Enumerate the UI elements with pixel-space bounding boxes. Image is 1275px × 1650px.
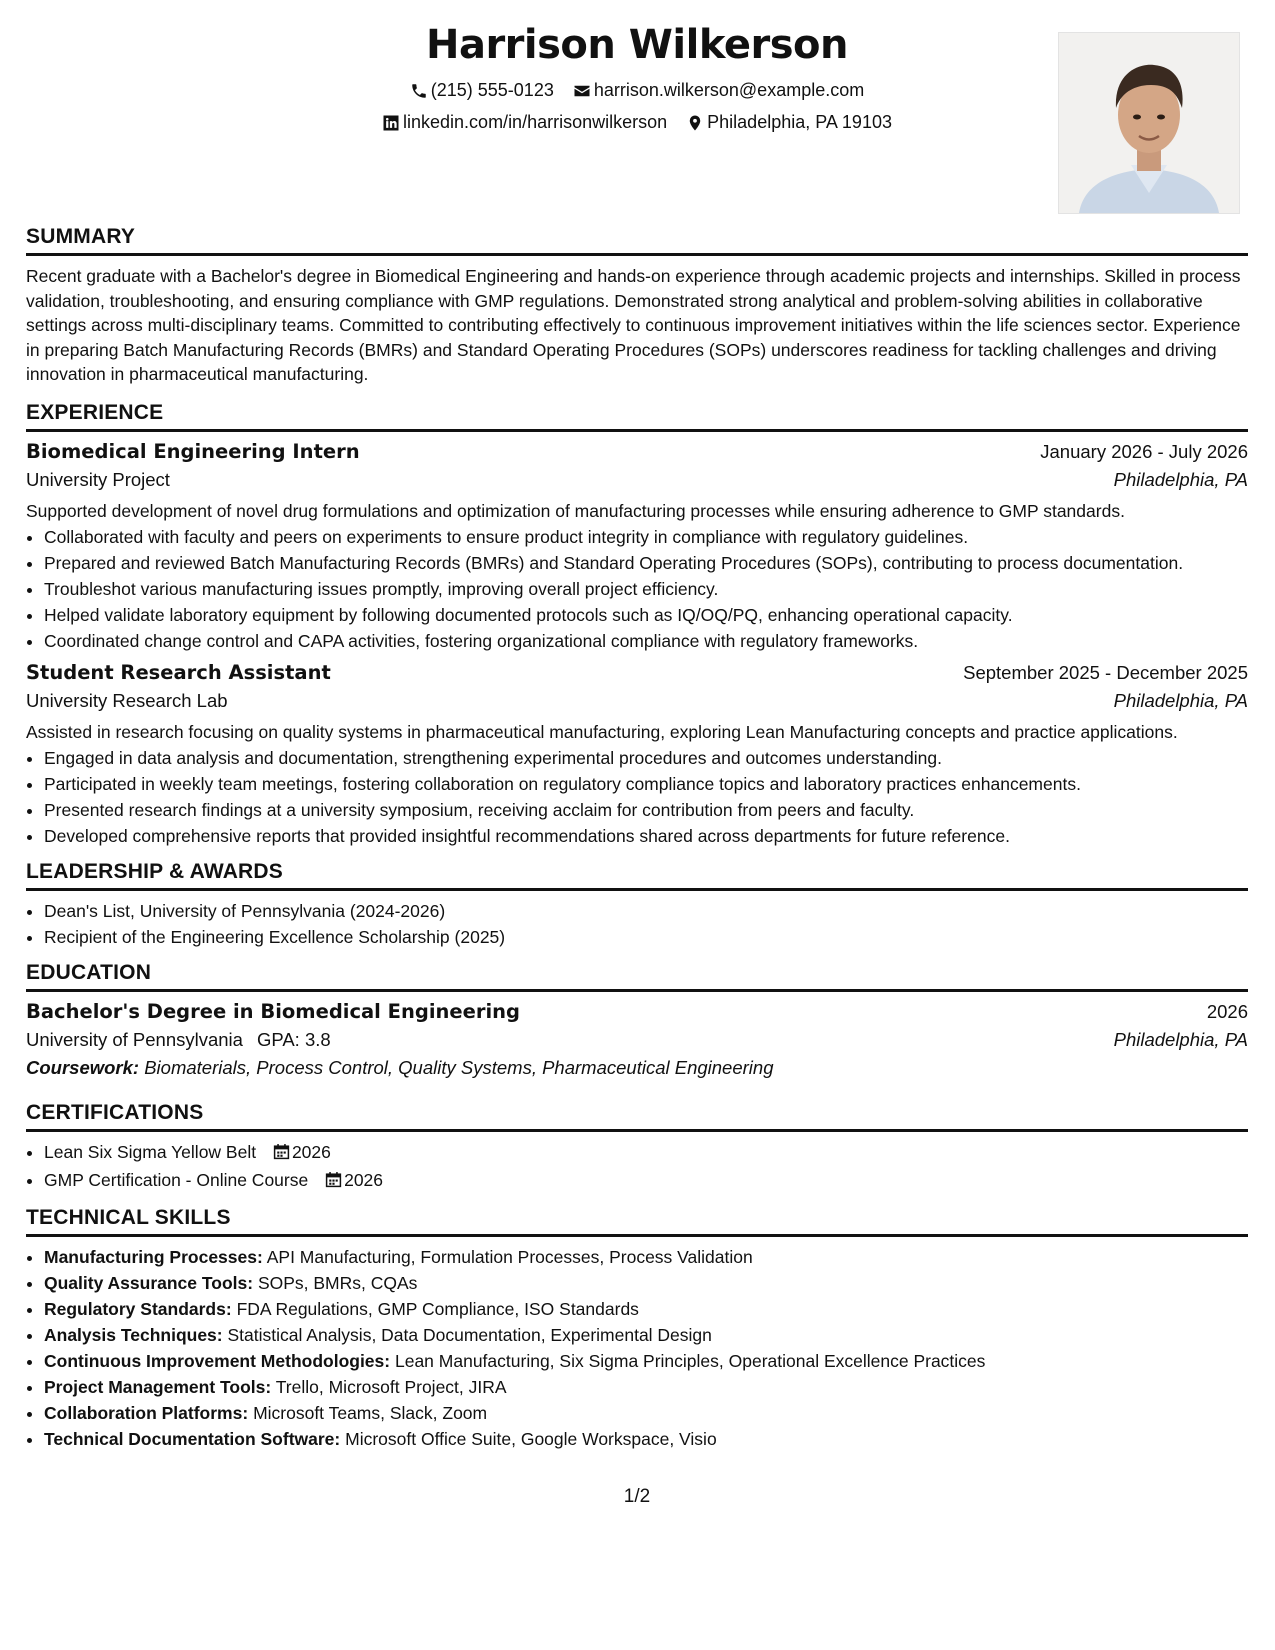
section-title: LEADERSHIP & AWARDS (26, 860, 1248, 891)
coursework-label: Coursework: (26, 1056, 140, 1078)
skill-label: Analysis Techniques: (44, 1324, 223, 1345)
skill-value: Microsoft Teams, Slack, Zoom (253, 1402, 488, 1423)
list-item: • Developed comprehensive reports that provided insightful recommendations shared across departments for future reference. (44, 824, 1248, 848)
list-item: • Helped validate laboratory equipment by following documented protocols such as IQ/OQ/PQ, enhancing operational capacity. (44, 603, 1248, 627)
skill-value: Trello, Microsoft Project, JIRA (275, 1376, 507, 1397)
coursework-text: Biomaterials, Process Control, Quality Systems, Pharmaceutical Engineering (144, 1056, 774, 1078)
list-item: • Presented research findings at a university symposium, receiving acclaim for contribution from peers and faculty. (44, 798, 1248, 822)
job-bullets (26, 525, 1248, 653)
profile-photo (1058, 32, 1240, 214)
list-item (44, 1375, 1248, 1399)
linkedin-contact[interactable] (382, 112, 667, 133)
job-entry (26, 440, 1248, 653)
summary-section (26, 225, 1248, 387)
certification-year: 2026 (291, 1141, 331, 1162)
job-description: Assisted in research focusing on quality systems in pharmaceutical manufacturing, exploring Lean Manufacturing concepts and practice applications. (26, 721, 1178, 742)
job-description: Supported development of novel drug formulations and optimization of manufacturing processes while ensuring adherence to GMP standards. (26, 500, 1125, 521)
skills-list (26, 1245, 1248, 1451)
skill-value: Microsoft Office Suite, Google Workspace, Visio (345, 1428, 717, 1449)
list-item: • Troubleshot various manufacturing issues promptly, improving overall project efficiency. (44, 577, 1248, 601)
location-text: Philadelphia, PA 19103 (707, 112, 892, 132)
phone-contact[interactable] (410, 80, 554, 101)
summary-text: Recent graduate with a Bachelor's degree in Biomedical Engineering and hands-on experience through academic projects and internships. Skilled in process validation, troubleshooting, and ensuring compliance with GMP regulations. Demonstrated strong analytical and problem-solving abilities in collaborative settings across multi-disciplinary teams. Committed to contributing effectively to continuous improvement initiatives within the life sciences sector. Experience in preparing Batch Manufacturing Records (BMRs) and Standard Operating Procedures (SOPs) underscores readiness for tackling challenges and driving innovation in pharmaceutical manufacturing. (26, 266, 1241, 384)
list-item (44, 1271, 1248, 1295)
map-pin-icon (686, 114, 704, 132)
skills-section (26, 1206, 1248, 1451)
job-dates: September 2025 - December 2025 (963, 661, 1248, 683)
email-contact[interactable] (573, 80, 864, 101)
certification-year: 2026 (344, 1169, 384, 1190)
awards-list (26, 899, 1248, 949)
job-bullets (26, 746, 1248, 848)
list-item (44, 1401, 1248, 1425)
skill-label: Collaboration Platforms: (44, 1402, 249, 1423)
resume-page (26, 0, 1248, 1507)
envelope-icon (573, 82, 591, 100)
list-item (44, 1297, 1248, 1321)
phone-text: (215) 555-0123 (430, 80, 554, 100)
job-organization: University Research Lab (26, 689, 228, 711)
calendar-icon (325, 1170, 342, 1194)
list-item: • Collaborated with faculty and peers on experiments to ensure product integrity in compliance with regulatory guidelines. (44, 525, 1248, 549)
skill-value: FDA Regulations, GMP Compliance, ISO Standards (236, 1298, 639, 1319)
degree-title: Bachelor's Degree in Biomedical Engineering (26, 999, 520, 1023)
skill-label: Regulatory Standards: (44, 1298, 232, 1319)
list-item (44, 1349, 1248, 1373)
skill-value: SOPs, BMRs, CQAs (257, 1272, 418, 1293)
skill-label: Quality Assurance Tools: (44, 1272, 254, 1293)
section-title: EXPERIENCE (26, 401, 1248, 432)
list-item (44, 1140, 1248, 1166)
certification-name: GMP Certification - Online Course (44, 1169, 309, 1190)
list-item (44, 1427, 1248, 1451)
gpa-text: GPA: 3.8 (256, 1028, 331, 1050)
job-organization: University Project (26, 468, 170, 490)
education-section (26, 961, 1248, 1079)
skill-value: Statistical Analysis, Data Documentation, Experimental Design (227, 1324, 712, 1345)
school-name: University of Pennsylvania (26, 1028, 243, 1050)
certifications-list (26, 1140, 1248, 1194)
list-item: • Coordinated change control and CAPA activities, fostering organizational compliance with regulatory frameworks. (44, 629, 1248, 653)
calendar-icon (273, 1142, 290, 1166)
job-title: Student Research Assistant (26, 660, 331, 684)
skill-label: Technical Documentation Software: (44, 1428, 341, 1449)
list-item: • Recipient of the Engineering Excellence Scholarship (2025) (44, 925, 1248, 949)
list-item: • Participated in weekly team meetings, fostering collaboration on regulatory compliance topics and laboratory practices enhancements. (44, 772, 1248, 796)
linkedin-icon (382, 114, 400, 132)
job-location: Philadelphia, PA (1113, 468, 1248, 490)
graduation-year: 2026 (1206, 1000, 1248, 1022)
section-title: EDUCATION (26, 961, 1248, 992)
list-item (44, 1245, 1248, 1269)
page-number: 1/2 (623, 1486, 651, 1507)
skill-value: Lean Manufacturing, Six Sigma Principles, Operational Excellence Practices (394, 1350, 986, 1371)
portrait-illustration (1059, 33, 1239, 213)
linkedin-text: linkedin.com/in/harrisonwilkerson (403, 112, 668, 132)
experience-section (26, 401, 1248, 848)
list-item (44, 1323, 1248, 1347)
job-dates: January 2026 - July 2026 (1040, 440, 1248, 462)
list-item: • Dean's List, University of Pennsylvania (2024-2026) (44, 899, 1248, 923)
skill-value: API Manufacturing, Formulation Processes, Process Validation (266, 1246, 753, 1267)
section-title: CERTIFICATIONS (26, 1101, 1248, 1132)
section-title: SUMMARY (26, 225, 1248, 256)
email-text: harrison.wilkerson@example.com (593, 80, 865, 100)
school-location: Philadelphia, PA (1113, 1028, 1248, 1050)
candidate-name: Harrison Wilkerson (425, 22, 848, 68)
list-item: • Prepared and reviewed Batch Manufacturing Records (BMRs) and Standard Operating Procedures (SOPs), contributing to process documentation. (44, 551, 1248, 575)
job-entry (26, 661, 1248, 848)
phone-icon (410, 82, 428, 100)
certification-name: Lean Six Sigma Yellow Belt (44, 1141, 257, 1162)
leadership-section (26, 860, 1248, 949)
skill-label: Project Management Tools: (44, 1376, 272, 1397)
job-location: Philadelphia, PA (1113, 689, 1248, 711)
coursework-line (26, 1057, 1248, 1079)
location-contact (686, 112, 892, 133)
resume-header (26, 0, 1248, 215)
certifications-section (26, 1101, 1248, 1194)
section-title: TECHNICAL SKILLS (26, 1206, 1248, 1237)
skill-label: Manufacturing Processes: (44, 1246, 263, 1267)
list-item: • Engaged in data analysis and documentation, strengthening experimental procedures and outcomes understanding. (44, 746, 1248, 770)
job-title: Biomedical Engineering Intern (26, 439, 360, 463)
skill-label: Continuous Improvement Methodologies: (44, 1350, 391, 1371)
list-item (44, 1168, 1248, 1194)
